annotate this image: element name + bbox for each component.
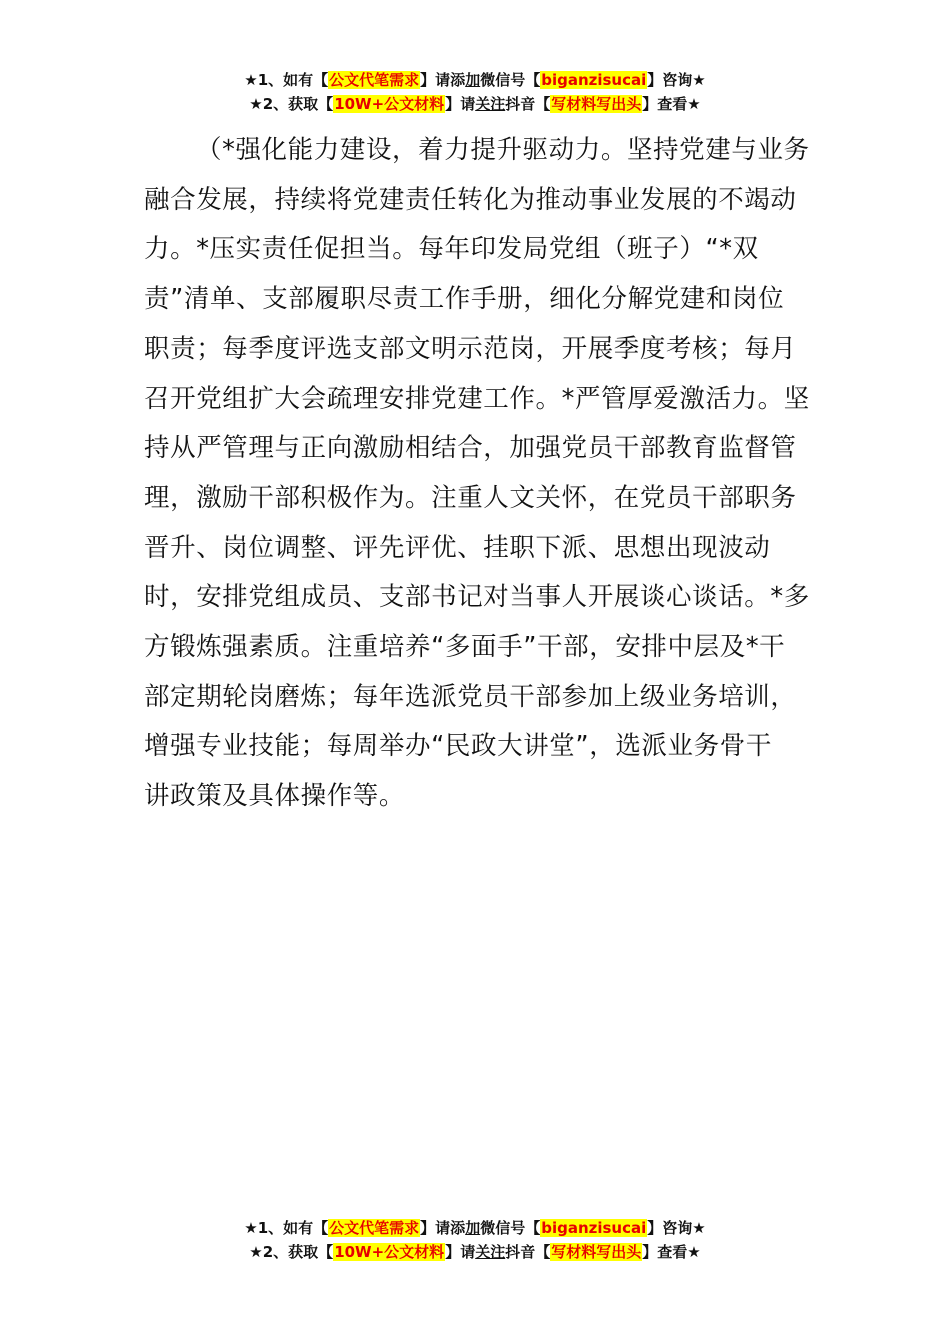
banner-text: 】请添 <box>420 71 466 89</box>
banner-highlight: 公文代笔需求 <box>329 71 420 89</box>
banner-highlight: 10W+公文材料 <box>334 1243 445 1261</box>
banner-text: 】查看★ <box>642 95 701 113</box>
body-line: 责”清单、支部履职尽责工作手册，细化分解党建和岗位 <box>144 284 785 315</box>
banner-text: 抖音【 <box>505 1243 551 1261</box>
banner-line-1 <box>0 1216 950 1240</box>
banner-underline: 加 <box>465 1219 481 1237</box>
body-line: 持从严管理与正向激励相结合，加强党员干部教育监督管 <box>144 433 797 464</box>
body-line: 理，激励干部积极作为。注重人文关怀，在党员干部职务 <box>144 482 797 513</box>
banner-text: 】咨询★ <box>647 71 706 89</box>
banner-text: 】请 <box>445 1243 476 1261</box>
header-banner <box>0 68 950 116</box>
body-paragraph <box>144 126 808 822</box>
banner-line-1 <box>0 68 950 92</box>
wechat-id-highlight: biganzisucai <box>541 71 647 89</box>
banner-text: 微信号【 <box>480 1219 541 1237</box>
body-line: 职责；每季度评选支部文明示范岗，开展季度考核；每月 <box>144 333 797 364</box>
body-line: 部定期轮岗磨炼；每年选派党员干部参加上级业务培训， <box>144 681 797 712</box>
body-line: 晋升、岗位调整、评先评优、挂职下派、思想出现波动 <box>144 532 771 563</box>
body-line: 力。*压实责任促担当。每年印发局党组（班子）“*双 <box>144 234 759 265</box>
banner-highlight: 10W+公文材料 <box>334 95 445 113</box>
body-line: 召开党组扩大会疏理安排党建工作。*严管厚爱激活力。坚 <box>144 383 810 414</box>
banner-text: ★2、获取【 <box>249 1243 334 1261</box>
douyin-highlight: 写材料写出头 <box>551 95 642 113</box>
body-line: 融合发展，持续将党建责任转化为推动事业发展的不竭动 <box>144 184 797 215</box>
body-line: 时，安排党组成员、支部书记对当事人开展谈心谈话。*多 <box>144 582 810 613</box>
banner-text: ★1、如有【 <box>244 71 329 89</box>
banner-text: 】查看★ <box>642 1243 701 1261</box>
banner-text: ★2、获取【 <box>249 95 334 113</box>
banner-underline: 关注 <box>475 95 506 113</box>
banner-highlight: 公文代笔需求 <box>329 1219 420 1237</box>
body-line: 讲政策及具体操作等。 <box>144 781 406 812</box>
footer-banner <box>0 1216 950 1264</box>
banner-text: 】请 <box>445 95 476 113</box>
banner-text: 抖音【 <box>505 95 551 113</box>
body-line: 增强专业技能；每周举办“民政大讲堂”，选派业务骨干 <box>144 731 772 762</box>
banner-underline: 加 <box>465 71 481 89</box>
banner-text: 】请添 <box>420 1219 466 1237</box>
banner-text: ★1、如有【 <box>244 1219 329 1237</box>
document-body <box>144 126 808 822</box>
wechat-id-highlight: biganzisucai <box>541 1219 647 1237</box>
banner-text: 微信号【 <box>480 71 541 89</box>
body-line: （*强化能力建设，着力提升驱动力。坚持党建与业务 <box>196 135 810 165</box>
banner-line-2 <box>0 1240 950 1264</box>
banner-text: 】咨询★ <box>647 1219 706 1237</box>
douyin-highlight: 写材料写出头 <box>551 1243 642 1261</box>
banner-underline: 关注 <box>475 1243 506 1261</box>
banner-line-2 <box>0 92 950 116</box>
body-line: 方锻炼强素质。注重培养“多面手”干部，安排中层及*干 <box>144 632 786 663</box>
